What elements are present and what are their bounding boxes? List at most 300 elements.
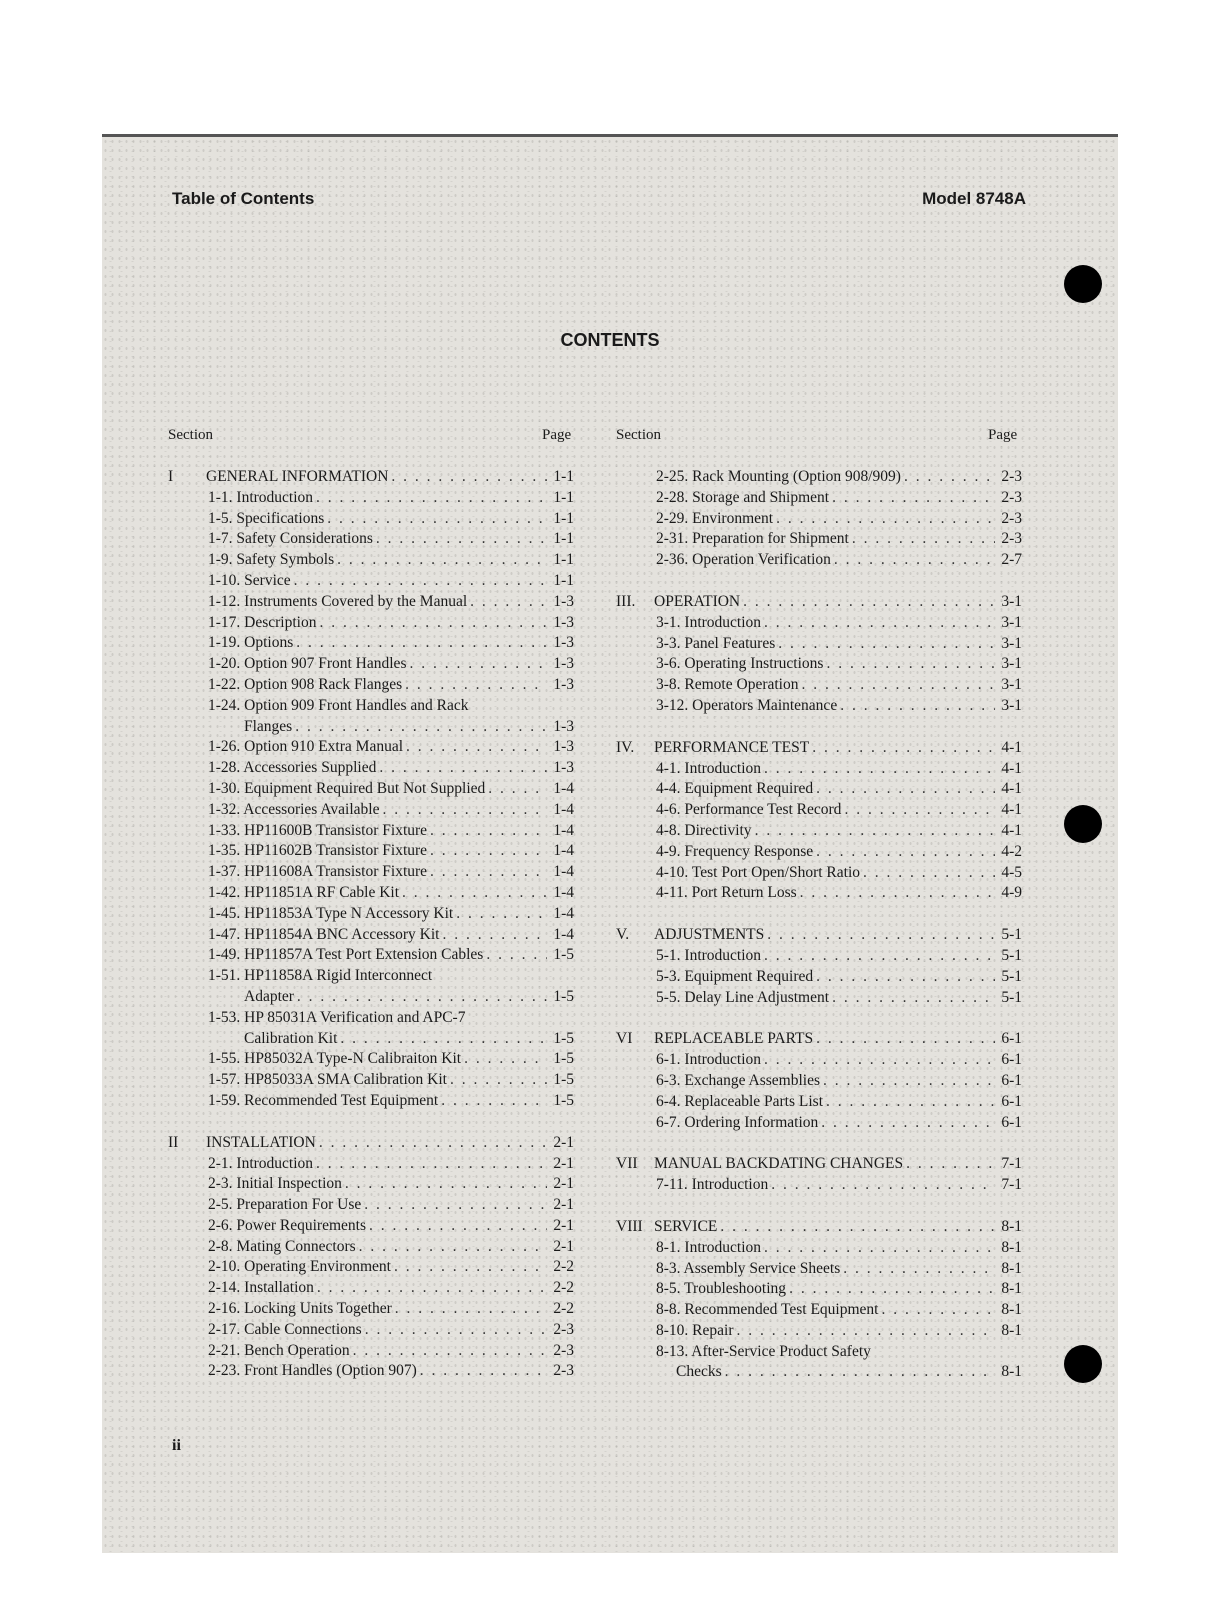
dot-leader: [816, 842, 995, 863]
entry-page: 1-5: [553, 1050, 574, 1068]
toc-entry: [612, 1175, 1022, 1196]
entry-title: 1-37. HP11608A Transistor Fixture: [208, 863, 428, 881]
toc-entry: [164, 862, 574, 883]
toc-entry: [612, 1154, 1022, 1175]
dot-leader: [317, 1278, 547, 1299]
entry-page: 1-1: [553, 509, 574, 527]
dot-leader: [430, 841, 547, 862]
entry-title: MANUAL BACKDATING CHANGES: [654, 1155, 904, 1173]
entry-title: 1-9. Safety Symbols: [208, 551, 335, 569]
toc-entry: [612, 488, 1022, 509]
section-number: VII: [616, 1155, 638, 1173]
dot-leader: [486, 945, 547, 966]
entry-title: SERVICE: [654, 1217, 718, 1235]
dot-leader: [340, 1029, 547, 1050]
entry-title: 2-29. Environment: [656, 509, 774, 527]
entry-title: 2-23. Front Handles (Option 907): [208, 1362, 417, 1380]
entry-page: 5-1: [1001, 967, 1022, 985]
toc-entry: [164, 1195, 574, 1216]
toc-entry: [612, 1113, 1022, 1134]
dot-leader: [319, 1133, 547, 1154]
entry-page: 1-5: [553, 946, 574, 964]
entry-title: 1-22. Option 908 Rack Flanges: [208, 675, 403, 693]
entry-title: 1-32. Accessories Available: [208, 800, 380, 818]
page-title: CONTENTS: [560, 330, 660, 350]
dot-leader: [852, 529, 995, 550]
entry-page: 3-1: [1001, 676, 1022, 694]
entry-title: 1-30. Equipment Required But Not Supplied: [208, 779, 486, 797]
entry-title: 1-20. Option 907 Front Handles: [208, 655, 407, 673]
entry-page: 2-3: [1001, 530, 1022, 548]
dot-leader: [764, 1050, 995, 1071]
dot-leader: [832, 988, 995, 1009]
toc-entry: [164, 1029, 574, 1050]
toc-entry: [612, 696, 1022, 717]
toc-entry: [164, 1320, 574, 1341]
entry-title: 1-19. Options: [208, 634, 294, 652]
entry-page: 1-3: [553, 717, 574, 735]
entry-title: Calibration Kit: [244, 1029, 338, 1047]
dot-leader: [823, 1071, 995, 1092]
entry-page: 2-3: [1001, 468, 1022, 485]
entry-title: 3-8. Remote Operation: [656, 676, 799, 694]
dot-leader: [420, 1361, 547, 1382]
entry-page: 6-1: [1001, 1113, 1022, 1131]
toc-entry: [612, 1300, 1022, 1321]
entry-page: 1-4: [553, 904, 574, 922]
dot-leader: [450, 1070, 547, 1091]
toc-entry: [164, 1174, 574, 1195]
entry-title: OPERATION: [654, 592, 741, 610]
entry-title: 1-35. HP11602B Transistor Fixture: [208, 842, 428, 860]
entry-title: 1-12. Instruments Covered by the Manual: [208, 592, 468, 610]
entry-page: 2-1: [553, 1133, 574, 1151]
dot-leader: [327, 509, 547, 530]
entry-title: 1-45. HP11853A Type N Accessory Kit: [208, 904, 454, 922]
entry-page: 4-1: [1001, 759, 1022, 777]
entry-page: 1-3: [553, 592, 574, 610]
binder-hole-middle: [1064, 805, 1102, 843]
toc-entry: [164, 1008, 574, 1029]
dot-leader: [904, 467, 995, 488]
toc-entry: [164, 1341, 574, 1362]
entry-title: 2-8. Mating Connectors: [208, 1237, 356, 1255]
dot-leader: [337, 550, 547, 571]
entry-title: 4-9. Frequency Response: [656, 842, 814, 860]
toc-entry: [164, 821, 574, 842]
toc-entry: [612, 967, 1022, 988]
entry-page: 8-1: [1001, 1363, 1022, 1381]
entry-title: 8-3. Assembly Service Sheets: [656, 1259, 841, 1277]
dot-leader: [816, 779, 995, 800]
entry-title: 3-1. Introduction: [656, 613, 762, 631]
dot-leader: [295, 717, 547, 738]
dot-leader: [725, 1362, 995, 1383]
toc-entry: [164, 966, 574, 987]
entry-page: 1-4: [553, 842, 574, 860]
toc-entry: [164, 841, 574, 862]
toc-entry: [164, 1299, 574, 1320]
dot-leader: [409, 654, 547, 675]
entry-title: 2-14. Installation: [208, 1279, 314, 1297]
dot-leader: [826, 654, 995, 675]
dot-leader: [456, 904, 547, 925]
running-header-right: Model 8748A: [922, 189, 1026, 208]
section-number: V.: [616, 926, 630, 944]
entry-title: 2-10. Operating Environment: [208, 1258, 391, 1276]
section-number: VIII: [616, 1217, 643, 1235]
entry-title: REPLACEABLE PARTS: [654, 1030, 814, 1048]
entry-title: PERFORMANCE TEST: [654, 738, 810, 756]
entry-title: 2-31. Preparation for Shipment: [656, 530, 849, 548]
toc-entry: [164, 758, 574, 779]
toc-entry: [164, 925, 574, 946]
dot-leader: [364, 1195, 547, 1216]
entry-page: 1-5: [553, 1071, 574, 1089]
entry-page: 2-2: [553, 1258, 574, 1276]
entry-page: 2-1: [553, 1196, 574, 1214]
entry-title: 1-42. HP11851A RF Cable Kit: [208, 883, 400, 901]
entry-title: 4-6. Performance Test Record: [656, 801, 842, 819]
entry-title: 2-16. Locking Units Together: [208, 1300, 392, 1318]
entry-title: 6-3. Exchange Assemblies: [656, 1071, 821, 1089]
entry-title: 5-3. Equipment Required: [656, 967, 814, 985]
section-number: VI: [616, 1030, 633, 1048]
dot-leader: [816, 1029, 995, 1050]
toc-entry: [612, 654, 1022, 675]
entry-title: 1-10. Service: [208, 571, 291, 589]
toc-entry: [164, 945, 574, 966]
dot-leader: [840, 696, 995, 717]
toc-entry: [612, 759, 1022, 780]
entry-title: 5-5. Delay Line Adjustment: [656, 988, 830, 1006]
toc-entry: [612, 1279, 1022, 1300]
entry-page: 3-1: [1001, 655, 1022, 673]
entry-page: 8-1: [1001, 1217, 1022, 1235]
dot-leader: [345, 1174, 547, 1195]
toc-entry: [164, 467, 574, 488]
entry-title: 1-53. HP 85031A Verification and APC-7: [208, 1008, 466, 1026]
toc-left-column: [164, 467, 574, 1382]
entry-page: 4-1: [1001, 780, 1022, 798]
toc-entry: [164, 1361, 574, 1382]
entry-page: 2-1: [553, 1154, 574, 1172]
section-number: III.: [616, 592, 636, 610]
dot-leader: [379, 758, 547, 779]
entry-page: 1-1: [553, 571, 574, 589]
toc-entry: [164, 1133, 574, 1154]
toc-entry: [612, 1029, 1022, 1050]
toc-entry: [164, 1237, 574, 1258]
dot-leader: [430, 821, 547, 842]
entry-title: Checks: [676, 1363, 722, 1381]
entry-title: 1-59. Recommended Test Equipment: [208, 1091, 439, 1109]
dot-leader: [826, 1092, 995, 1113]
entry-page: 6-1: [1001, 1051, 1022, 1069]
toc-entry: [612, 467, 1022, 488]
entry-page: 8-1: [1001, 1321, 1022, 1339]
dot-leader: [720, 1217, 995, 1238]
entry-page: 1-5: [553, 987, 574, 1005]
entry-page: 1-3: [553, 613, 574, 631]
dot-leader: [395, 1299, 547, 1320]
column-head-page-left: Page: [542, 427, 572, 443]
dot-leader: [755, 821, 995, 842]
entry-page: 2-2: [553, 1300, 574, 1318]
entry-title: 2-3. Initial Inspection: [208, 1175, 342, 1193]
entry-title: GENERAL INFORMATION: [206, 468, 389, 485]
entry-page: 8-1: [1001, 1259, 1022, 1277]
section-number: IV.: [616, 738, 635, 756]
entry-page: 1-1: [553, 551, 574, 569]
dot-leader: [764, 759, 995, 780]
dot-leader: [376, 529, 547, 550]
entry-title: 5-1. Introduction: [656, 946, 762, 964]
entry-title: 1-7. Safety Considerations: [208, 530, 373, 548]
entry-page: 1-4: [553, 800, 574, 818]
entry-page: 2-1: [553, 1216, 574, 1234]
entry-page: 2-1: [553, 1175, 574, 1193]
toc-entry: [612, 675, 1022, 696]
entry-page: 1-4: [553, 863, 574, 881]
entry-page: 1-3: [553, 655, 574, 673]
section-number: I: [168, 468, 174, 485]
dot-leader: [294, 571, 547, 592]
toc-entry: [612, 592, 1022, 613]
entry-title: 1-5. Specifications: [208, 509, 325, 527]
entry-page: 1-3: [553, 738, 574, 756]
dot-leader: [394, 1257, 547, 1278]
entry-page: 1-3: [553, 759, 574, 777]
entry-title: 8-8. Recommended Test Equipment: [656, 1301, 879, 1319]
entry-title: 2-28. Storage and Shipment: [656, 488, 830, 506]
entry-title: 1-28. Accessories Supplied: [208, 759, 377, 777]
entry-title: 6-7. Ordering Information: [656, 1113, 819, 1131]
toc-entry: [164, 1049, 574, 1070]
toc-entry: [164, 592, 574, 613]
entry-title: 7-11. Introduction: [656, 1176, 769, 1194]
entry-page: 3-1: [1001, 613, 1022, 631]
entry-page: 6-1: [1001, 1030, 1022, 1048]
dot-leader: [470, 592, 547, 613]
toc-entry: [164, 1091, 574, 1112]
binder-hole-bottom: [1064, 1345, 1102, 1383]
entry-title: 1-1. Introduction: [208, 488, 314, 506]
entry-title: 4-8. Directivity: [656, 821, 752, 839]
toc-entry: [612, 946, 1022, 967]
entry-page: 1-1: [553, 488, 574, 506]
entry-page: 1-4: [553, 925, 574, 943]
entry-title: 3-6. Operating Instructions: [656, 655, 824, 673]
dot-leader: [369, 1216, 547, 1237]
binder-hole-top: [1064, 265, 1102, 303]
dot-leader: [405, 675, 547, 696]
dot-leader: [353, 1341, 547, 1362]
toc-entry: [164, 737, 574, 758]
dot-leader: [316, 488, 547, 509]
entry-title: 6-4. Replaceable Parts List: [656, 1092, 824, 1110]
entry-title: 1-55. HP85032A Type-N Calibraiton Kit: [208, 1050, 462, 1068]
entry-page: 2-2: [553, 1279, 574, 1297]
toc-entry: [164, 613, 574, 634]
entry-page: 8-1: [1001, 1238, 1022, 1256]
entry-page: 6-1: [1001, 1092, 1022, 1110]
entry-page: 8-1: [1001, 1280, 1022, 1298]
toc-entry: [612, 842, 1022, 863]
column-head-section-left: Section: [168, 427, 213, 443]
entry-title: 8-1. Introduction: [656, 1238, 762, 1256]
toc-entry: [164, 550, 574, 571]
entry-title: 2-25. Rack Mounting (Option 908/909): [656, 468, 901, 485]
toc-entry: [164, 654, 574, 675]
dot-leader: [297, 987, 547, 1008]
toc-entry: [164, 779, 574, 800]
dot-leader: [816, 967, 995, 988]
dot-leader: [812, 738, 995, 759]
dot-leader: [464, 1049, 547, 1070]
entry-title: Adapter: [244, 987, 294, 1005]
dot-leader: [441, 1091, 547, 1112]
entry-page: 1-5: [553, 1029, 574, 1047]
entry-title: ADJUSTMENTS: [654, 926, 765, 944]
entry-page: 2-3: [553, 1320, 574, 1338]
column-head-section-right: Section: [616, 427, 661, 443]
entry-title: 3-12. Operators Maintenance: [656, 696, 838, 714]
entry-page: 4-1: [1001, 801, 1022, 819]
running-header-left: Table of Contents: [172, 189, 315, 208]
entry-page: 4-5: [1001, 863, 1022, 881]
dot-leader: [736, 1321, 995, 1342]
dot-leader: [800, 883, 995, 904]
dot-leader: [764, 946, 995, 967]
toc-entry: [612, 1238, 1022, 1259]
toc-entry: [164, 509, 574, 530]
entry-title: 3-3. Panel Features: [656, 634, 776, 652]
dot-leader: [764, 1238, 995, 1259]
toc-entry: [612, 738, 1022, 759]
entry-title: 4-4. Equipment Required: [656, 780, 814, 798]
dot-leader: [843, 1259, 995, 1280]
toc-entry: [164, 488, 574, 509]
document-page: [102, 134, 1118, 1553]
entry-title: 2-1. Introduction: [208, 1154, 314, 1172]
entry-page: 2-7: [1001, 551, 1022, 569]
entry-title: 1-26. Option 910 Extra Manual: [208, 738, 404, 756]
entry-title: 1-47. HP11854A BNC Accessory Kit: [208, 925, 440, 943]
entry-title: 1-57. HP85033A SMA Calibration Kit: [208, 1071, 447, 1089]
toc-right-column: [612, 467, 1022, 1383]
entry-page: 1-4: [553, 779, 574, 797]
entry-title: 2-36. Operation Verification: [656, 551, 831, 569]
entry-page: 1-3: [553, 634, 574, 652]
toc-entry: [612, 925, 1022, 946]
dot-leader: [359, 1237, 547, 1258]
entry-page: 2-3: [1001, 488, 1022, 506]
entry-page: 6-1: [1001, 1071, 1022, 1089]
dot-leader: [776, 509, 995, 530]
dot-leader: [844, 800, 995, 821]
entry-page: 4-1: [1001, 821, 1022, 839]
dot-leader: [832, 488, 995, 509]
entry-page: 7-1: [1001, 1155, 1022, 1173]
dot-leader: [296, 633, 547, 654]
toc-entry: [612, 883, 1022, 904]
dot-leader: [406, 737, 547, 758]
page-number: ii: [172, 1437, 181, 1454]
toc-entry: [164, 800, 574, 821]
entry-title: Flanges: [244, 717, 293, 735]
toc-entry: [612, 1092, 1022, 1113]
entry-page: 5-1: [1001, 988, 1022, 1006]
toc-entry: [164, 883, 574, 904]
dot-leader: [778, 634, 995, 655]
toc-entry: [612, 1217, 1022, 1238]
dot-leader: [430, 862, 547, 883]
toc-entry: [612, 1050, 1022, 1071]
toc-entry: [164, 571, 574, 592]
dot-leader: [764, 613, 995, 634]
toc-entry: [164, 904, 574, 925]
toc-entry: [164, 529, 574, 550]
entry-page: 1-5: [553, 1091, 574, 1109]
toc-entry: [164, 1278, 574, 1299]
toc-entry: [164, 633, 574, 654]
entry-title: 1-24. Option 909 Front Handles and Rack: [208, 696, 469, 714]
entry-page: 4-9: [1001, 884, 1022, 902]
entry-title: 4-1. Introduction: [656, 759, 762, 777]
toc-entry: [612, 550, 1022, 571]
dot-leader: [771, 1175, 995, 1196]
dot-leader: [402, 883, 547, 904]
entry-page: 2-3: [553, 1341, 574, 1359]
dot-leader: [743, 592, 995, 613]
entry-page: 3-1: [1001, 592, 1022, 610]
toc-entry: [164, 1216, 574, 1237]
entry-title: 2-21. Bench Operation: [208, 1341, 350, 1359]
toc-entry: [612, 613, 1022, 634]
dot-leader: [319, 613, 547, 634]
toc-entry: [612, 529, 1022, 550]
entry-title: 8-10. Repair: [656, 1321, 734, 1339]
entry-title: INSTALLATION: [206, 1133, 316, 1151]
entry-page: 1-1: [553, 530, 574, 548]
entry-page: 7-1: [1001, 1176, 1022, 1194]
toc-entry: [612, 988, 1022, 1009]
dot-leader: [801, 675, 995, 696]
dot-leader: [863, 863, 995, 884]
entry-title: 1-49. HP11857A Test Port Extension Cables: [208, 946, 484, 964]
entry-title: 8-5. Troubleshooting: [656, 1280, 787, 1298]
entry-page: 5-1: [1001, 926, 1022, 944]
toc-entry: [164, 1070, 574, 1091]
entry-title: 2-5. Preparation For Use: [208, 1196, 362, 1214]
toc-entry: [164, 1257, 574, 1278]
toc-entry: [612, 800, 1022, 821]
dot-leader: [365, 1320, 547, 1341]
entry-page: 8-1: [1001, 1301, 1022, 1319]
entry-page: 4-1: [1001, 738, 1022, 756]
dot-leader: [443, 925, 548, 946]
toc-entry: [612, 1321, 1022, 1342]
entry-page: 2-1: [553, 1237, 574, 1255]
entry-title: 1-51. HP11858A Rigid Interconnect: [208, 967, 433, 985]
dot-leader: [391, 467, 547, 488]
section-number: II: [168, 1133, 179, 1151]
entry-page: 1-1: [553, 468, 574, 485]
toc-entry: [164, 987, 574, 1008]
entry-title: 6-1. Introduction: [656, 1051, 762, 1069]
entry-page: 4-2: [1001, 842, 1022, 860]
